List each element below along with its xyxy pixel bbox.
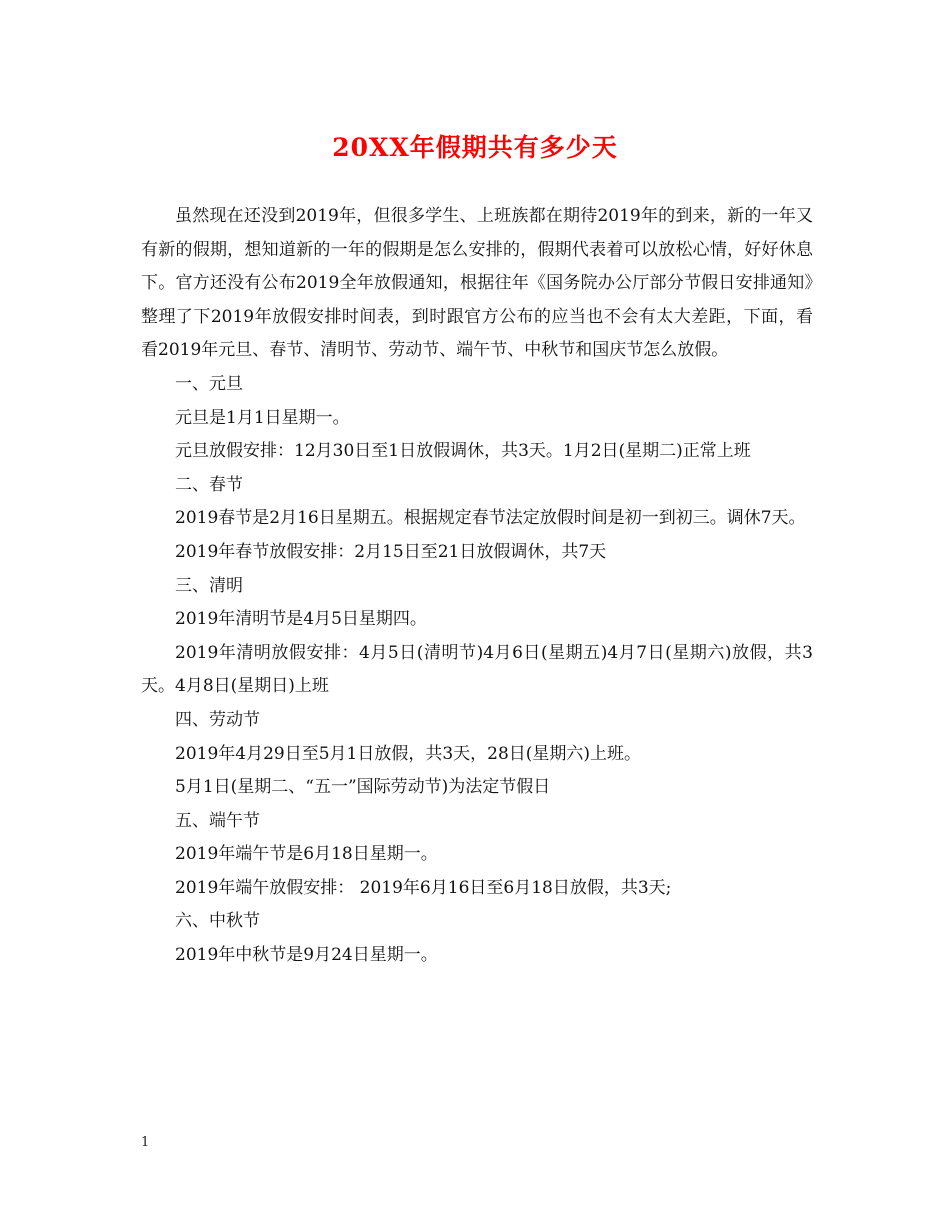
paragraph: 2019年清明节是4月5日星期四。 <box>175 609 427 630</box>
paragraph: 2019年春节放假安排：2月15日至21日放假调休，共7天 <box>175 541 607 562</box>
section-heading-dragon-boat: 五、端午节 <box>175 810 260 831</box>
paragraph: 元旦放假安排：12月30日至1日放假调休，共3天。1月2日(星期二)正常上班 <box>175 441 751 462</box>
section-heading-spring-festival: 二、春节 <box>175 474 243 495</box>
document-body <box>141 200 813 973</box>
paragraph: 2019年中秋节是9月24日星期一。 <box>175 945 438 966</box>
paragraph: 2019春节是2月16日星期五。根据规定春节法定放假时间是初一到初三。调休7天。 <box>175 508 806 529</box>
intro-paragraph: 虽然现在还没到2019年，但很多学生、上班族都在期待2019年的到来，新的一年又有新的假期，想知道新的一年的假期是怎么安排的，假期代表着可以放松心情，好好休息下。官方还没有公布2019全年放假通知，根据往年《国务院办公厅部分节假日安排通知》整理了下2019年放假安排时间表，到时跟官方公布的应当也不会有太大差距，下面，看看2019年元旦、春节、清明节、劳动节、端午节、中秋节和国庆节怎么放假。 <box>141 206 813 361</box>
paragraph: 2019年端午节是6月18日星期一。 <box>175 844 438 865</box>
paragraph: 2019年清明放假安排：4月5日(清明节)4月6日(星期五)4月7日(星期六)放假，共3天。4月8日(星期日)上班 <box>141 642 813 697</box>
page-number: 1 <box>141 1135 150 1150</box>
paragraph: 2019年4月29日至5月1日放假，共3天，28日(星期六)上班。 <box>175 743 642 764</box>
paragraph: 元旦是1月1日星期一。 <box>175 407 350 428</box>
paragraph: 5月1日(星期二、“五一”国际劳动节)为法定节假日 <box>175 777 551 798</box>
section-heading-labor-day: 四、劳动节 <box>175 709 260 730</box>
section-heading-qingming: 三、清明 <box>175 575 243 596</box>
paragraph: 2019年端午放假安排： 2019年6月16日至6月18日放假，共3天; <box>175 877 672 898</box>
document-title: 20XX年假期共有多少天 <box>332 133 618 162</box>
section-heading-mid-autumn: 六、中秋节 <box>175 911 260 932</box>
section-heading-new-year: 一、元旦 <box>175 373 243 394</box>
